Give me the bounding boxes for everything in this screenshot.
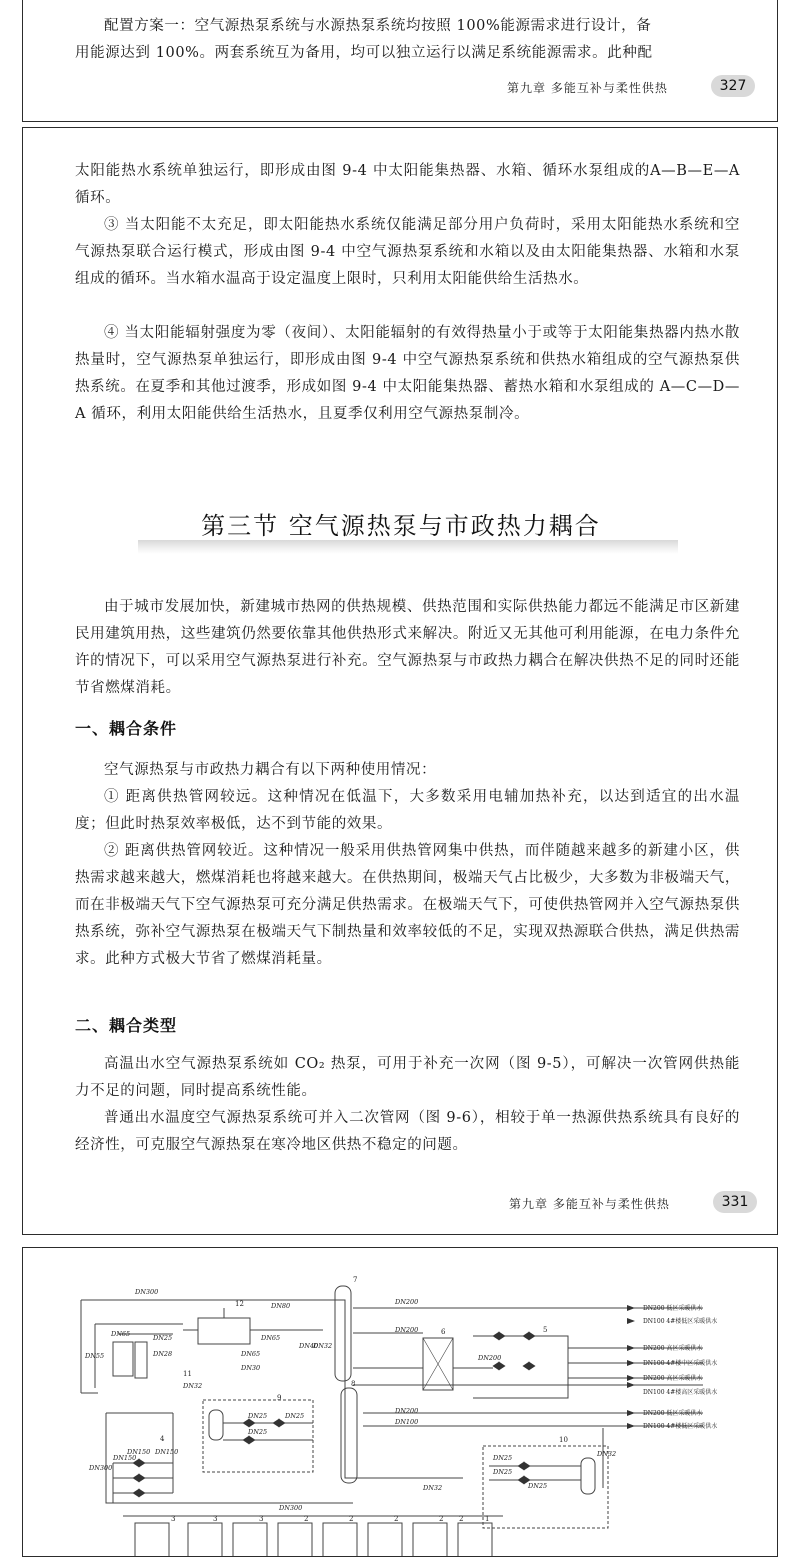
equipment-number: 10 bbox=[559, 1436, 568, 1444]
page-number: 327 bbox=[711, 75, 755, 97]
pipe-label: DN65 bbox=[241, 1350, 261, 1358]
pipe-label: DN65 bbox=[261, 1334, 281, 1342]
supply-label: DN100 4#楼中区采暖供水 bbox=[643, 1360, 718, 1367]
paragraph: ④ 当太阳能辐射强度为零（夜间）、太阳能辐射的有效得热量小于或等于太阳能集热器内热水散热量时，空气源热泵单独运行，即形成由图 9-4 中空气源热泵系统和供热水箱组成的空气源热泵供热系统。在夏季和其他过渡季，形成如图 9-4 中太阳能集热器、蓄热水箱和水泵组成的 A—C—D—A 循环，利用太阳能供给生活热水，且夏季仅利用空气源热泵制冷。 bbox=[75, 325, 740, 422]
pipe-label: DN100 bbox=[395, 1418, 419, 1426]
pipe-label: DN200 bbox=[478, 1354, 502, 1362]
pipe-label: DN300 bbox=[279, 1504, 303, 1512]
paragraph: 普通出水温度空气源热泵系统可并入二次管网（图 9-6），相较于单一热源供热系统具有良好的经济性，可克服空气源热泵在寒冷地区供热不稳定的问题。 bbox=[75, 1110, 740, 1153]
equipment-number: 2 bbox=[304, 1515, 309, 1523]
pipe-label: DN25 bbox=[153, 1334, 173, 1342]
equipment-number: 4 bbox=[160, 1435, 165, 1443]
body-text-line: 用能源达到 100%。两套系统互为备用，均可以独立运行以满足系统能源需求。此种配 bbox=[75, 45, 653, 61]
pipe-label: DN200 bbox=[395, 1326, 419, 1334]
equipment-number: 2 bbox=[349, 1515, 354, 1523]
supply-label: DN200 低区采暖供水 bbox=[643, 1410, 703, 1417]
pipe-label: DN300 bbox=[89, 1464, 113, 1472]
paragraph: 太阳能热水系统单独运行，即形成由图 9-4 中太阳能集热器、水箱、循环水泵组成的A—B—E—A 循环。 bbox=[75, 163, 740, 206]
pipe-label: DN80 bbox=[271, 1302, 291, 1310]
supply-label: DN100 4#楼高区采暖供水 bbox=[643, 1389, 718, 1396]
pipe-label: DN150 bbox=[155, 1448, 179, 1456]
page-327-fragment bbox=[22, 0, 778, 122]
equipment-number: 1 bbox=[485, 1515, 490, 1523]
equipment-number: 12 bbox=[235, 1300, 244, 1308]
pipe-label: DN25 bbox=[528, 1482, 548, 1490]
pipe-label: DN30 bbox=[241, 1364, 261, 1372]
pipe-label: DN65 bbox=[111, 1330, 131, 1338]
pipe-label: DN25 bbox=[248, 1428, 268, 1436]
heading-coupling-conditions: 一、耦合条件 bbox=[75, 719, 178, 738]
supply-label: DN100 4#楼低区采暖供水 bbox=[643, 1318, 718, 1325]
pipe-label: DN150 bbox=[127, 1448, 151, 1456]
pipe-label: DN40 bbox=[299, 1342, 319, 1350]
paragraph: ② 距离供热管网较近。这种情况一般采用供热管网集中供热，而伴随越来越多的新建小区，供热需求越来越大，燃煤消耗也将越来越大。在供热期间，极端天气占比极少，大多数为非极端天气，而在非极端天气下空气源热泵可充分满足供热需求。在极端天气下，可使供热管网并入空气源热泵供热系统，弥补空气源热泵在极端天气下制热量和效率较低的不足，实现双热源联合供热，满足供热需求。此种方式极大节省了燃煤消耗量。 bbox=[75, 843, 740, 967]
equipment-number: 11 bbox=[183, 1370, 192, 1378]
equipment-number: 3 bbox=[213, 1515, 218, 1523]
supply-label: DN200 低区采暖供水 bbox=[643, 1305, 703, 1312]
pipe-label: DN300 bbox=[135, 1288, 159, 1296]
paragraph: ③ 当太阳能不太充足，即太阳能热水系统仅能满足部分用户负荷时，采用太阳能热水系统和空气源热泵联合运行模式，形成由图 9-4 中空气源热泵系统和水箱以及由太阳能集热器、水箱和水泵组成的循环。当水箱水温高于设定温度上限时，只利用太阳能供给生活热水。 bbox=[75, 217, 740, 287]
equipment-number: 3 bbox=[259, 1515, 264, 1523]
equipment-number: 3 bbox=[171, 1515, 176, 1523]
chapter-footer: 第九章 多能互补与柔性供热 bbox=[507, 81, 668, 95]
page-number: 331 bbox=[713, 1191, 757, 1213]
equipment-number: 2 bbox=[459, 1515, 464, 1523]
pipe-label: DN32 bbox=[597, 1450, 617, 1458]
equipment-number: 2 bbox=[439, 1515, 444, 1523]
pipe-label: DN200 bbox=[395, 1298, 419, 1306]
supply-label: DN200 高区采暖供水 bbox=[643, 1375, 703, 1382]
equipment-number: 2 bbox=[394, 1515, 399, 1523]
piping-schematic bbox=[23, 1248, 777, 1556]
section-title: 第三节 空气源热泵与市政热力耦合 bbox=[201, 512, 601, 540]
chapter-footer: 第九章 多能互补与柔性供热 bbox=[509, 1197, 670, 1211]
heading-coupling-types: 二、耦合类型 bbox=[75, 1016, 178, 1035]
paragraph: ① 距离供热管网较远。这种情况在低温下，大多数采用电辅加热补充，以达到适宜的出水温度；但此时热泵效率极低，达不到节能的效果。 bbox=[75, 789, 740, 832]
equipment-number: 7 bbox=[353, 1276, 358, 1284]
page-diagram-fragment bbox=[22, 1247, 778, 1557]
equipment-number: 6 bbox=[441, 1328, 446, 1336]
paragraph: 空气源热泵与市政热力耦合有以下两种使用情况： bbox=[104, 762, 437, 778]
paragraph: 由于城市发展加快，新建城市热网的供热规模、供热范围和实际供热能力都远不能满足市区新建民用建筑用热，这些建筑仍然要依靠其他供热形式来解决。附近又无其他可利用能源，在电力条件允许的情况下，可以采用空气源热泵进行补充。空气源热泵与市政热力耦合在解决供热不足的同时还能节省燃煤消耗。 bbox=[75, 599, 740, 696]
equipment-number: 5 bbox=[543, 1326, 548, 1334]
body-text-line: 配置方案一：空气源热泵系统与水源热泵系统均按照 100%能源需求进行设计，备 bbox=[104, 18, 652, 34]
pipe-label: DN25 bbox=[493, 1454, 513, 1462]
title-underline bbox=[138, 540, 678, 554]
pipe-label: DN25 bbox=[493, 1468, 513, 1476]
equipment-number: 9 bbox=[277, 1394, 282, 1402]
pipe-label: DN32 bbox=[183, 1382, 203, 1390]
pipe-label: DN25 bbox=[248, 1412, 268, 1420]
pipe-label: DN55 bbox=[85, 1352, 105, 1360]
equipment-number: 8 bbox=[351, 1380, 356, 1388]
pipe-label: DN150 bbox=[113, 1454, 137, 1462]
pipe-label: DN200 bbox=[395, 1407, 419, 1415]
page-331 bbox=[22, 127, 778, 1235]
pipe-label: DN25 bbox=[285, 1412, 305, 1420]
pipe-label: DN32 bbox=[313, 1342, 333, 1350]
pipe-label: DN28 bbox=[153, 1350, 173, 1358]
supply-label: DN100 4#楼低区采暖供水 bbox=[643, 1423, 718, 1430]
supply-label: DN200 高区采暖供水 bbox=[643, 1345, 703, 1352]
paragraph: 高温出水空气源热泵系统如 CO₂ 热泵，可用于补充一次网（图 9-5），可解决一次管网供热能力不足的问题，同时提高系统性能。 bbox=[75, 1056, 740, 1099]
pipe-label: DN32 bbox=[423, 1484, 443, 1492]
